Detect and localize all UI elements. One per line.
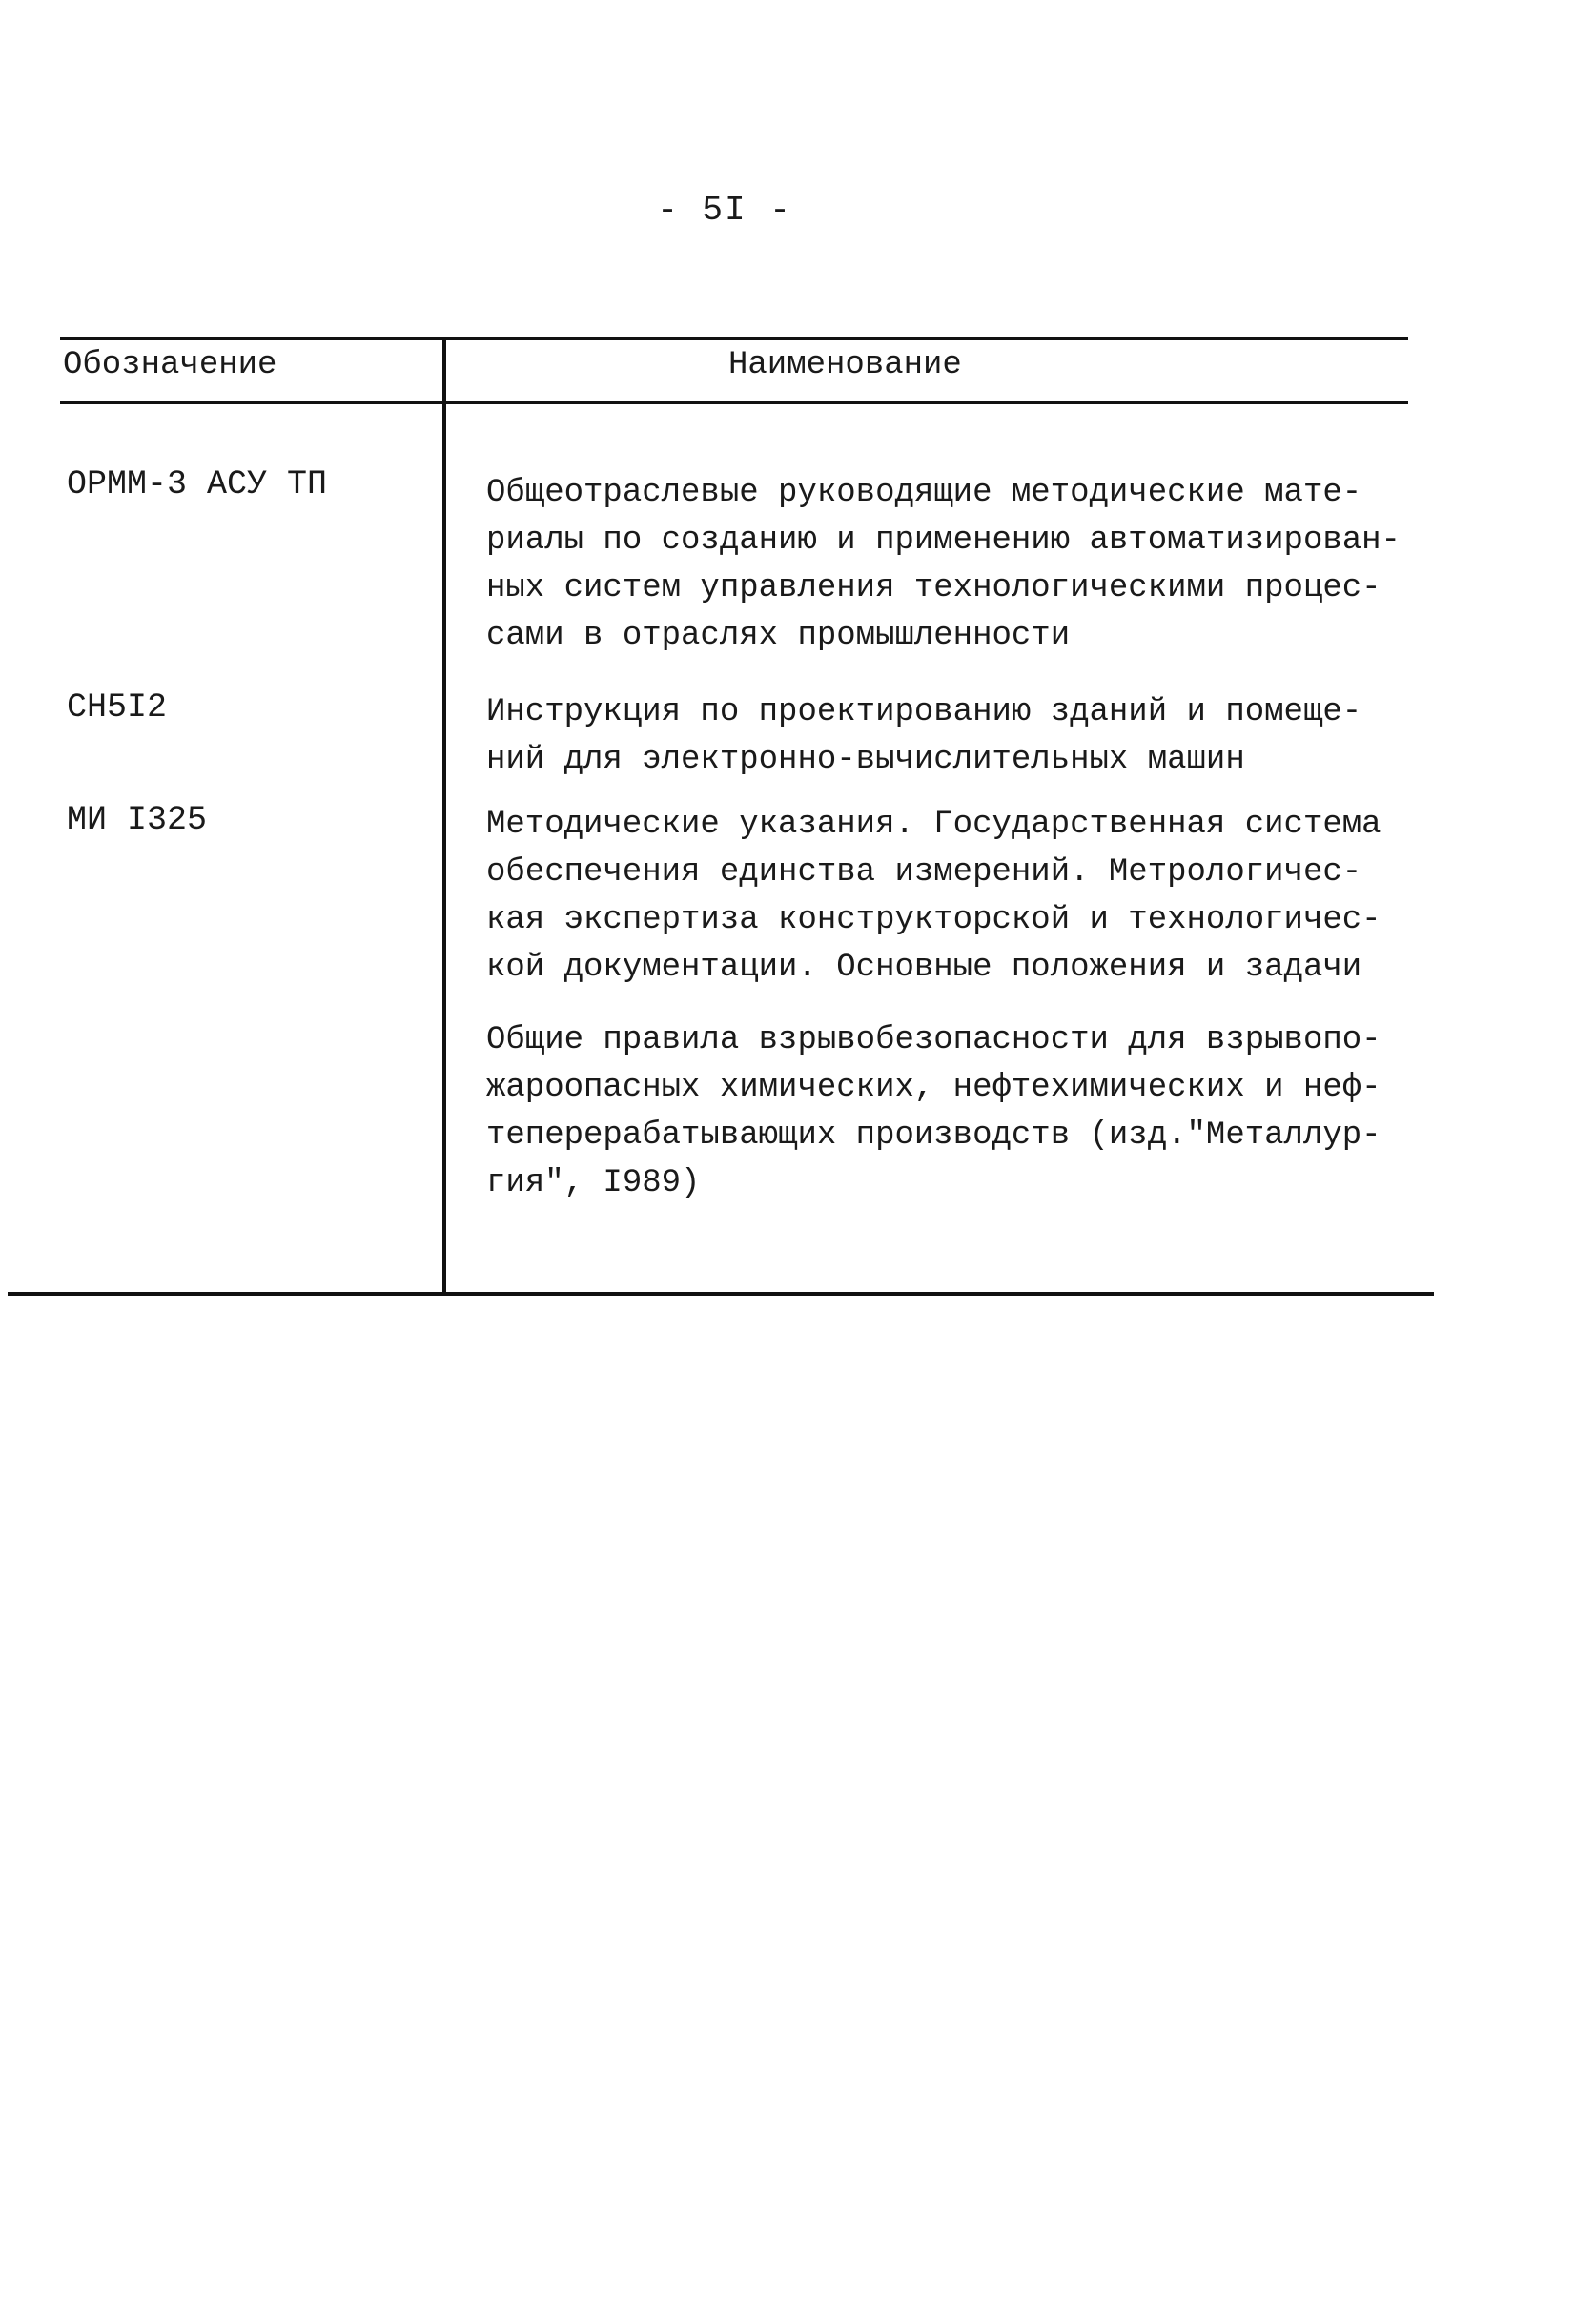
row-code: СН5I2 [67, 688, 168, 727]
row-code: МИ I325 [67, 801, 208, 839]
description-line: Общие правила взрывобезопасности для взрывопо- [486, 1022, 1381, 1058]
description-line: теперерабатывающих производств (изд."Металлур- [486, 1117, 1381, 1154]
row-description [486, 469, 1440, 660]
description-line: ний для электронно-вычислительных машин [486, 742, 1245, 778]
description-line: сами в отраслях промышленности [486, 618, 1071, 654]
page-number: - 5I - [657, 191, 792, 230]
description-line: риалы по созданию и применению автоматизирован- [486, 523, 1401, 559]
description-line: Инструкция по проектированию зданий и помеще- [486, 694, 1362, 730]
row-code: ОРММ-3 АСУ ТП [67, 465, 328, 503]
table-top-rule [60, 337, 1408, 340]
row-description [486, 688, 1440, 784]
row-description [486, 801, 1440, 992]
description-line: кой документации. Основные положения и задачи [486, 950, 1362, 986]
row-description [486, 1016, 1440, 1207]
description-line: кая экспертиза конструкторской и технологичес- [486, 902, 1381, 938]
table-header-rule [60, 401, 1408, 404]
table-bottom-rule [8, 1292, 1434, 1296]
description-line: обеспечения единства измерений. Метрологичес- [486, 854, 1362, 891]
description-line: жароопасных химических, нефтехимических и неф- [486, 1070, 1381, 1106]
column-header-name: Наименование [728, 347, 962, 383]
description-line: гия", I989) [486, 1165, 701, 1201]
description-line: ных систем управления технологическими процес- [486, 570, 1381, 606]
description-line: Методические указания. Государственная система [486, 807, 1381, 843]
description-line: Общеотраслевые руководящие методические мате- [486, 475, 1362, 511]
column-header-designation: Обозначение [63, 347, 277, 383]
table-column-divider [442, 337, 446, 1294]
